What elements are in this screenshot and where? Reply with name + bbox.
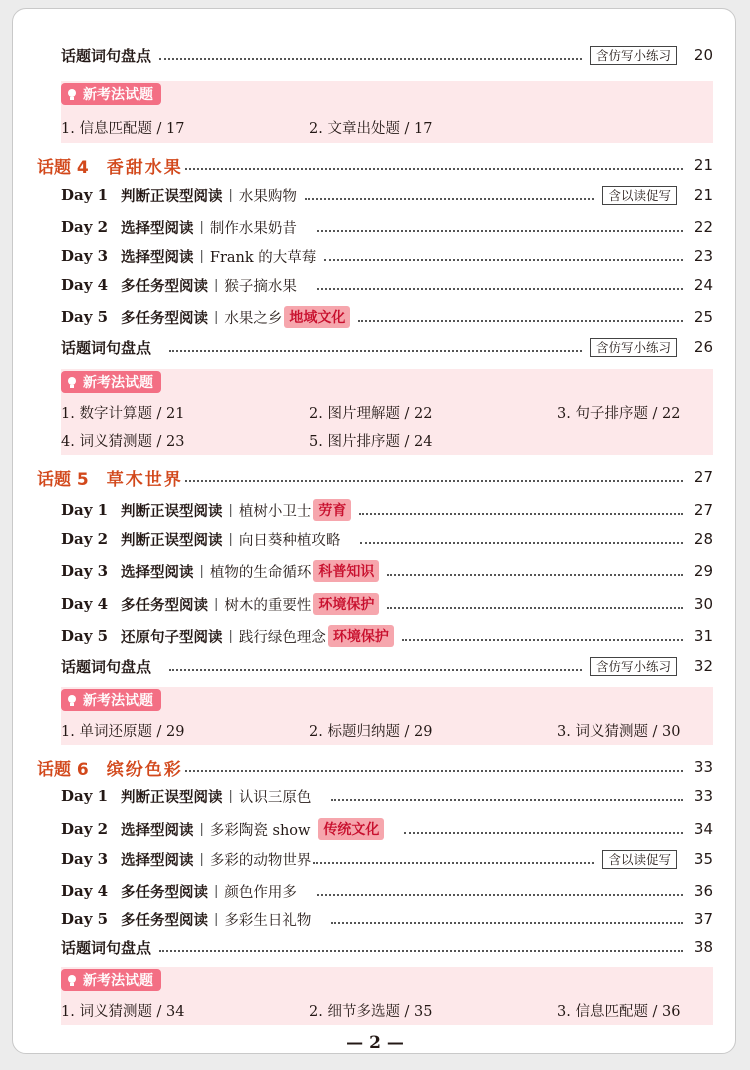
- new-question-band: [61, 81, 713, 143]
- band-label: [61, 689, 161, 711]
- word-review-row[interactable]: [61, 333, 713, 361]
- reading-type: 多任务型阅读: [121, 278, 208, 295]
- toc-page: [12, 8, 736, 1054]
- lesson-title: 多彩陶瓷 show: [209, 822, 311, 839]
- band-item[interactable]: 1. 单词还原题 / 29: [61, 724, 185, 740]
- theme-tag: 环境保护: [328, 625, 394, 647]
- day-row[interactable]: [61, 815, 713, 843]
- page-number: 31: [693, 627, 713, 645]
- leader-dots: [185, 168, 683, 170]
- page-number: 34: [693, 820, 713, 838]
- page-number: 27: [693, 468, 713, 486]
- leader-dots: [404, 832, 683, 834]
- lightbulb-icon: [65, 973, 79, 987]
- separator: |: [199, 851, 204, 867]
- reading-type: 选择型阅读: [121, 249, 194, 266]
- boxed-tag: 含仿写小练习: [590, 46, 677, 65]
- topic-title: 缤纷色彩: [106, 759, 183, 780]
- topic-4-heading[interactable]: [37, 151, 713, 179]
- lesson-title: 植物的生命循环: [209, 564, 312, 581]
- theme-tag: 科普知识: [313, 560, 379, 582]
- boxed-tag: 含以读促写: [602, 850, 677, 869]
- theme-tag: 环境保护: [313, 593, 379, 615]
- topic-number: 话题 4: [37, 157, 89, 178]
- day-row[interactable]: [61, 271, 713, 299]
- row-label: 话题词句盘点: [61, 46, 152, 65]
- theme-tag: 地域文化: [284, 306, 350, 328]
- lesson-title: 猴子摘水果: [224, 278, 297, 295]
- day-label: Day 4: [61, 595, 109, 613]
- leader-dots: [331, 799, 683, 801]
- lesson-title: 制作水果奶昔: [209, 220, 297, 237]
- band-label-text: 新考法试题: [83, 693, 153, 709]
- day-row[interactable]: [61, 496, 713, 524]
- separator: |: [214, 911, 219, 927]
- day-label: Day 5: [61, 308, 109, 326]
- page-number: 35: [693, 850, 713, 868]
- separator: |: [214, 309, 219, 325]
- day-row[interactable]: [61, 782, 713, 810]
- page-number: 21: [693, 156, 713, 174]
- boxed-tag: 含仿写小练习: [590, 338, 677, 357]
- page-number: 32: [693, 657, 713, 675]
- separator: |: [214, 883, 219, 899]
- page-number: 33: [693, 758, 713, 776]
- leader-dots: [313, 862, 594, 864]
- leader-dots: [305, 198, 595, 200]
- band-item[interactable]: 3. 信息匹配题 / 36: [557, 1004, 681, 1020]
- new-question-band: [61, 687, 713, 745]
- lightbulb-icon: [65, 375, 79, 389]
- leader-dots: [159, 950, 683, 952]
- word-review-row[interactable]: [61, 933, 713, 961]
- lightbulb-icon: [65, 693, 79, 707]
- page-number: 37: [693, 910, 713, 928]
- band-item[interactable]: 2. 细节多选题 / 35: [309, 1004, 433, 1020]
- day-row[interactable]: [61, 877, 713, 905]
- band-item[interactable]: 1. 信息匹配题 / 17: [61, 121, 185, 137]
- page-number: 22: [693, 218, 713, 236]
- page-number: 28: [693, 530, 713, 548]
- leader-dots: [159, 58, 582, 60]
- lesson-title: Frank 的大草莓: [209, 249, 317, 266]
- lightbulb-icon: [65, 87, 79, 101]
- lesson-title: 认识三原色: [238, 789, 312, 806]
- separator: |: [228, 502, 233, 518]
- row-label: 话题词句盘点: [61, 938, 152, 957]
- band-item[interactable]: 3. 词义猜测题 / 30: [557, 724, 681, 740]
- band-items: [61, 400, 713, 424]
- day-label: Day 3: [61, 850, 109, 868]
- band-items: [61, 998, 713, 1022]
- band-label: [61, 969, 161, 991]
- band-label-text: 新考法试题: [83, 973, 153, 989]
- separator: |: [228, 531, 233, 547]
- separator: |: [214, 596, 219, 612]
- topic-title: 香甜水果: [106, 157, 183, 178]
- page-number: 26: [693, 338, 713, 356]
- band-item[interactable]: 2. 标题归纳题 / 29: [309, 724, 433, 740]
- band-item[interactable]: 4. 词义猜测题 / 23: [61, 434, 185, 450]
- day-row[interactable]: [61, 622, 713, 650]
- separator: |: [228, 788, 233, 804]
- day-label: Day 4: [61, 276, 109, 294]
- reading-type: 判断正误型阅读: [121, 532, 223, 549]
- theme-tag: 劳育: [313, 499, 351, 521]
- new-question-band: [61, 369, 713, 455]
- lesson-title: 践行绿色理念: [238, 629, 326, 646]
- row-label: 话题词句盘点: [61, 657, 152, 676]
- band-item[interactable]: 2. 文章出处题 / 17: [309, 121, 433, 137]
- page-number: 25: [693, 308, 713, 326]
- topic-6-heading[interactable]: [37, 753, 713, 781]
- separator: |: [199, 248, 204, 264]
- boxed-tag: 含以读促写: [602, 186, 677, 205]
- day-row[interactable]: [61, 557, 713, 585]
- day-label: Day 2: [61, 820, 109, 838]
- band-label-text: 新考法试题: [83, 375, 153, 391]
- day-label: Day 2: [61, 530, 109, 548]
- lesson-title: 多彩生日礼物: [224, 912, 312, 929]
- lesson-title: 树木的重要性: [224, 597, 312, 614]
- boxed-tag: 含仿写小练习: [590, 657, 677, 676]
- reading-type: 选择型阅读: [121, 564, 194, 581]
- reading-type: 多任务型阅读: [121, 912, 208, 929]
- day-row[interactable]: [61, 590, 713, 618]
- day-label: Day 1: [61, 186, 109, 204]
- day-row[interactable]: [61, 303, 713, 331]
- reading-type: 判断正误型阅读: [121, 503, 223, 520]
- day-row[interactable]: [61, 905, 713, 933]
- day-row[interactable]: [61, 242, 713, 270]
- band-label-text: 新考法试题: [83, 87, 153, 103]
- leader-dots: [169, 350, 582, 352]
- leader-dots: [331, 922, 683, 924]
- day-label: Day 1: [61, 787, 109, 805]
- reading-type: 选择型阅读: [121, 852, 194, 869]
- leader-dots: [169, 669, 582, 671]
- band-item[interactable]: 5. 图片排序题 / 24: [309, 434, 433, 450]
- reading-type: 多任务型阅读: [121, 884, 208, 901]
- row-label: 话题词句盘点: [61, 338, 152, 357]
- word-review-row[interactable]: [61, 652, 713, 680]
- topic-5-heading[interactable]: [37, 463, 713, 491]
- day-label: Day 3: [61, 247, 109, 265]
- band-label: [61, 83, 161, 105]
- band-items: [61, 718, 713, 742]
- band-item[interactable]: 1. 数字计算题 / 21: [61, 406, 185, 422]
- day-label: Day 1: [61, 501, 109, 519]
- day-row[interactable]: [61, 181, 713, 209]
- band-items: [61, 428, 713, 452]
- day-label: Day 4: [61, 882, 109, 900]
- reading-type: 判断正误型阅读: [121, 789, 223, 806]
- lesson-title: 向日葵种植攻略: [238, 532, 341, 549]
- lesson-title: 多彩的动物世界: [209, 852, 312, 869]
- lesson-title: 水果购物: [238, 188, 297, 205]
- leader-dots: [402, 639, 683, 641]
- leader-dots: [324, 259, 683, 261]
- band-item[interactable]: 1. 词义猜测题 / 34: [61, 1004, 185, 1020]
- page-number: 29: [693, 562, 713, 580]
- new-question-band: [61, 967, 713, 1025]
- leader-dots: [317, 288, 683, 290]
- day-row[interactable]: [61, 213, 713, 241]
- topic-number: 话题 5: [37, 469, 89, 490]
- lesson-title: 水果之乡: [224, 310, 283, 327]
- lesson-title: 颜色作用多: [224, 884, 297, 901]
- day-label: Day 3: [61, 562, 109, 580]
- page-number: 21: [693, 186, 713, 204]
- day-label: Day 5: [61, 627, 109, 645]
- separator: |: [199, 821, 204, 837]
- topic-title: 草木世界: [106, 469, 183, 490]
- lesson-title: 植树小卫士: [238, 503, 312, 520]
- day-row[interactable]: [61, 525, 713, 553]
- day-label: Day 2: [61, 218, 109, 236]
- topic-number: 话题 6: [37, 759, 89, 780]
- band-items: [61, 115, 713, 139]
- band-item[interactable]: 2. 图片理解题 / 22: [309, 406, 433, 422]
- reading-type: 选择型阅读: [121, 220, 194, 237]
- page-number: 27: [693, 501, 713, 519]
- leader-dots: [317, 894, 683, 896]
- page-number: 36: [693, 882, 713, 900]
- band-item[interactable]: 3. 句子排序题 / 22: [557, 406, 681, 422]
- reading-type: 判断正误型阅读: [121, 188, 223, 205]
- day-label: Day 5: [61, 910, 109, 928]
- reading-type: 多任务型阅读: [121, 597, 208, 614]
- leader-dots: [387, 574, 683, 576]
- leader-dots: [185, 770, 683, 772]
- band-label: [61, 371, 161, 393]
- day-row[interactable]: [61, 845, 713, 873]
- page-footer-number: — 2 —: [346, 1033, 404, 1053]
- page-number: 23: [693, 247, 713, 265]
- leader-dots: [359, 513, 683, 515]
- separator: |: [228, 187, 233, 203]
- page-number: 30: [693, 595, 713, 613]
- leader-dots: [358, 320, 683, 322]
- separator: |: [228, 628, 233, 644]
- theme-tag: 传统文化: [318, 818, 384, 840]
- reading-type: 还原句子型阅读: [121, 629, 223, 646]
- page-number: 38: [693, 938, 713, 956]
- word-review-row[interactable]: [61, 41, 713, 69]
- leader-dots: [317, 230, 683, 232]
- page-number: 20: [693, 46, 713, 64]
- reading-type: 多任务型阅读: [121, 310, 208, 327]
- leader-dots: [185, 480, 683, 482]
- leader-dots: [387, 607, 683, 609]
- page-number: 24: [693, 276, 713, 294]
- leader-dots: [360, 542, 683, 544]
- page-number: 33: [693, 787, 713, 805]
- separator: |: [214, 277, 219, 293]
- reading-type: 选择型阅读: [121, 822, 194, 839]
- separator: |: [199, 219, 204, 235]
- separator: |: [199, 563, 204, 579]
